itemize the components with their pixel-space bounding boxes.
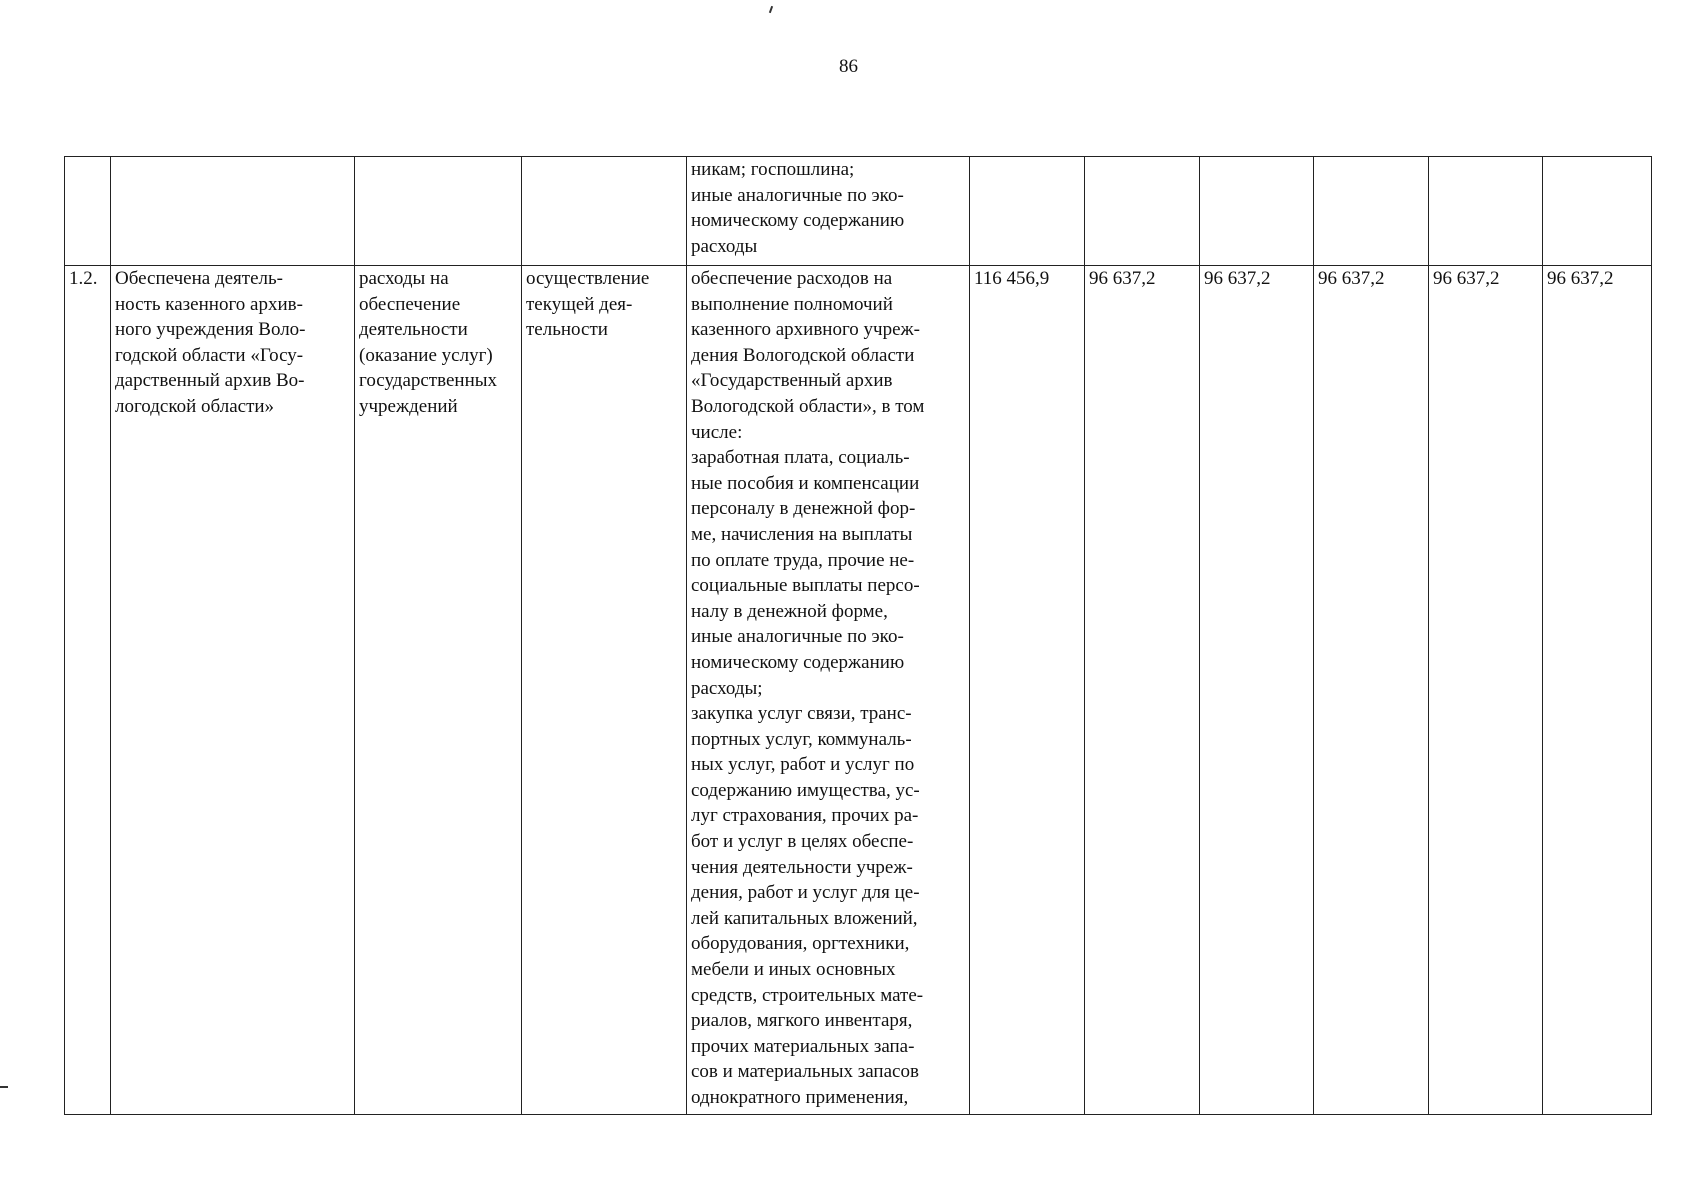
cell-amount [1200,157,1314,266]
cell-amount: 96 637,2 [1200,266,1314,1115]
cell-amount [970,157,1085,266]
cell-amount: 116 456,9 [970,266,1085,1115]
cell-amount [1429,157,1543,266]
cell-amount [1314,157,1429,266]
cell-amount [1085,157,1200,266]
cell-result [111,157,355,266]
cell-expense-type: расходы на обеспечение деятельности (оказание услуг) государственных учреждений [355,266,522,1115]
cell-amount: 96 637,2 [1543,266,1652,1115]
cell-index [65,157,111,266]
table-row [65,266,1652,1115]
scan-mark-left [0,1086,8,1088]
cell-amount [1543,157,1652,266]
cell-expense-type [355,157,522,266]
cell-amount: 96 637,2 [1085,266,1200,1115]
table-row [65,157,1652,266]
cell-description: никам; госпошлина; иные аналогичные по эко- номическому содержанию расходы [687,157,970,266]
cell-amount: 96 637,2 [1429,266,1543,1115]
budget-table [64,156,1652,1115]
page-number: 86 [839,56,858,77]
cell-activity: осуществление текущей дея- тельности [522,266,687,1115]
scan-mark-top [769,6,773,13]
cell-activity [522,157,687,266]
cell-description: обеспечение расходов на выполнение полномочий казенного архивного учреж- дения Вологодской области «Государственный архив Вологодской области», в том числе: заработная плата, социаль- ные пособия и компенсации персоналу в денежной фор- ме, начисления на выплаты по оплате труда, прочие не- социальные выплаты персо- налу в денежной форме, иные аналогичные по эко- номическому содержанию расходы; закупка услуг связи, транс- портных услуг, коммуналь- ных услуг, работ и услуг по содержанию имущества, ус- луг страхования, прочих ра- бот и услуг в целях обеспе- чения деятельности учреж- дения, работ и услуг для це- лей капитальных вложений, оборудования, оргтехники, мебели и иных основных средств, строительных мате- риалов, мягкого инвентаря, прочих материальных запа- сов и материальных запасов однократного применения, [687,266,970,1115]
cell-index: 1.2. [65,266,111,1115]
cell-amount: 96 637,2 [1314,266,1429,1115]
cell-result: Обеспечена деятель- ность казенного архив- ного учреждения Воло- годской области «Госу- дарственный архив Во- логодской области» [111,266,355,1115]
